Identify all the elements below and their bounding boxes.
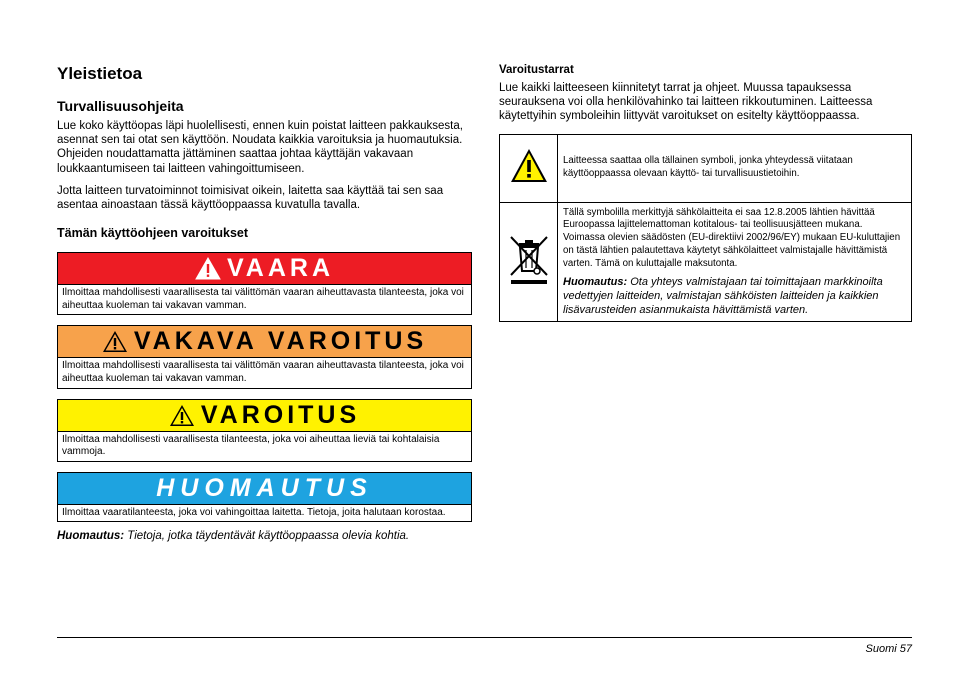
notice-box xyxy=(57,472,472,523)
notice-text: Ilmoittaa vaaratilanteesta, joka voi vahingoittaa laitetta. Tietoja, joita halutaan korostaa. xyxy=(62,506,446,518)
labels-title: Varoitustarrat xyxy=(499,64,574,76)
page-title: Yleistietoa xyxy=(57,64,143,83)
footer-rule xyxy=(57,637,912,638)
warning-triangle-icon xyxy=(169,404,195,427)
symbol-table xyxy=(499,134,912,322)
note-label: Huomautus: xyxy=(57,530,125,543)
symbol-cell xyxy=(500,202,558,321)
caution-text: Ilmoittaa mahdollisesti vaarallisesta tilanteesta, joka voi aiheuttaa lieviä tai kohtalaisia vammoja. xyxy=(62,433,440,458)
warning-triangle-icon xyxy=(195,257,221,280)
safety-paragraph-2: Jotta laitteen turvatoiminnot toimisivat oikein, laitetta saa käyttää tai sen saa asentaa ainoastaan tässä käyttöoppaassa kuvatulla tavalla. xyxy=(57,184,444,212)
left-column xyxy=(57,60,472,542)
symbol-description: Laitteessa saattaa olla tällainen symboli, jonka yhteydessä viitataan käyttöoppaassa olevaan käyttö- tai turvallisuustietoihin. xyxy=(558,134,912,202)
weee-note xyxy=(563,275,906,317)
danger-box xyxy=(57,252,472,315)
warning-triangle-icon xyxy=(509,147,549,184)
table-row xyxy=(500,134,912,202)
danger-text: Ilmoittaa mahdollisesti vaarallisesta tai välittömän vaaran aiheuttavasta tilanteesta, joka voi aiheuttaa kuoleman tai vakavan vamman. xyxy=(62,287,464,311)
warning-header xyxy=(58,326,471,358)
notice-label: HUOMAUTUS xyxy=(156,473,373,502)
note xyxy=(57,530,472,542)
crossed-bin-icon xyxy=(506,231,552,287)
weee-text: Tällä symbolilla merkittyjä sähkölaitteita ei saa 12.8.2005 lähtien hävittää Euroopassa lajittelemattoman kotitalous- tai teollisuusjätteen mukana. Voimassa olevien säädösten (EU-direktiivi 2002/96/EY) mukaan EU-kuluttajien on tästä lähtien palautettava käytetyt sähkölaitteet valmistajalle hävittämistä varten. Tämä on kuluttajalle maksutonta. xyxy=(563,206,901,269)
subsection-title: Tämän käyttöohjeen varoitukset xyxy=(57,226,249,241)
symbol-cell xyxy=(500,134,558,202)
caution-header xyxy=(58,400,471,432)
warning-triangle-icon xyxy=(102,330,128,353)
caution-box xyxy=(57,399,472,462)
note-text: Tietoja, jotka täydentävät käyttöoppaassa olevia kohtia. xyxy=(127,530,410,543)
notice-header xyxy=(58,473,471,505)
danger-header xyxy=(58,253,471,285)
page-number: Suomi 57 xyxy=(865,643,912,655)
warning-label: VAKAVA VAROITUS xyxy=(133,327,428,356)
labels-paragraph: Lue kaikki laitteeseen kiinnitetyt tarrat ja ohjeet. Muussa tapauksessa seurauksena voi olla henkilövahinko tai laitteen rikkoutuminen. Laitteessa käytettyihin symboleihin liittyvät varoitukset on esitelty käyttöoppaassa. xyxy=(499,82,873,123)
caution-label: VAROITUS xyxy=(200,400,361,429)
safety-paragraph-1: Lue koko käyttöopas läpi huolellisesti, ennen kuin poistat laitteen pakkauksesta, asennat sen tai otat sen käyttöön. Noudata kaikkia varoituksia ja huomautuksia. Ohjeiden noudattamatta jättäminen saattaa johtaa käyttäjän vakavaan loukkaantumiseen tai laitteen vahingoittumiseen. xyxy=(57,120,463,175)
warning-text: Ilmoittaa mahdollisesti vaarallisesta tai välittömän vaaran aiheuttavasta tilanteesta, joka voi aiheuttaa kuoleman tai vakavan vamman. xyxy=(62,360,464,384)
symbol-description xyxy=(558,202,912,321)
table-row xyxy=(500,202,912,321)
danger-label: VAARA xyxy=(226,254,335,283)
section-title: Turvallisuusohjeita xyxy=(57,98,184,114)
warning-box xyxy=(57,325,472,388)
right-column xyxy=(499,60,912,322)
weee-note-text: Ota yhteys valmistajaan tai toimittajaan markkinoilta vedettyjen laitteiden, valmistajan sähköisten laitteiden ja kaikkien lisävarusteiden asianmukaista hävittämistä varten. xyxy=(563,275,883,316)
weee-note-label: Huomautus: xyxy=(563,275,628,288)
